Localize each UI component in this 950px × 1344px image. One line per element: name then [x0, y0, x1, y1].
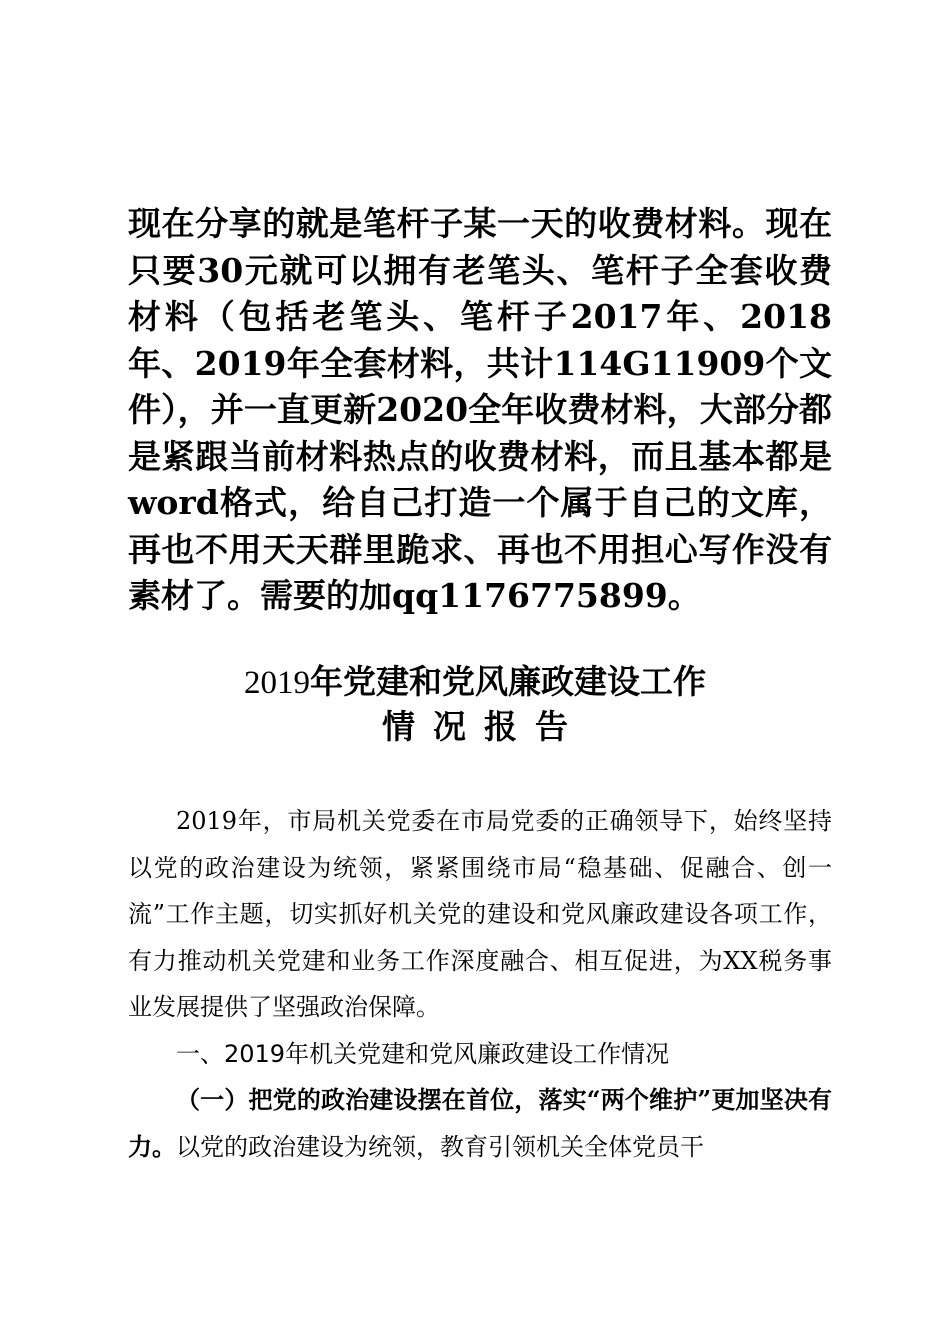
section-heading-1: 一、2019年机关党建和党风廉政建设工作情况	[176, 1039, 670, 1068]
title-line-2: 情况报告	[382, 707, 586, 746]
document-title	[0, 660, 950, 749]
subsection-paragraph-1	[128, 1077, 832, 1170]
subsection-text-1: 以党的政治建设为统领，教育引领机关全体党员干	[176, 1132, 704, 1161]
title-line-1-text: 年党建和党风廉政建设工作	[310, 662, 706, 701]
document-body	[128, 798, 832, 1170]
promo-paragraph: 现在分享的就是笔杆子某一天的收费材料。现在只要30元就可以拥有老笔头、笔杆子全套收费材料（包括老笔头、笔杆子2017年、2018年、2019年全套材料，共计114G11909个文件），并一直更新2020全年收费材料，大部分都是紧跟当前材料热点的收费材料，而且基本都是word格式，给自己打造一个属于自己的文库，再也不用天天群里跪求、再也不用担心写作没有素材了。需要的加qq1176775899。	[128, 204, 832, 615]
subsection-heading-1: （一）把党的政治建设摆在首位，落实“两个维护”更加坚决有力。	[128, 1085, 832, 1161]
intro-paragraph: 2019年，市局机关党委在市局党委的正确领导下，始终坚持以党的政治建设为统领，紧紧围绕市局“稳基础、促融合、创一流”工作主题，切实抓好机关党的建设和党风廉政建设各项工作，有力推动机关党建和业务工作深度融合、相互促进，为XX税务事业发展提供了坚强政治保障。	[128, 807, 832, 1021]
title-year: 2019	[244, 665, 310, 701]
title-line-1	[0, 660, 950, 705]
